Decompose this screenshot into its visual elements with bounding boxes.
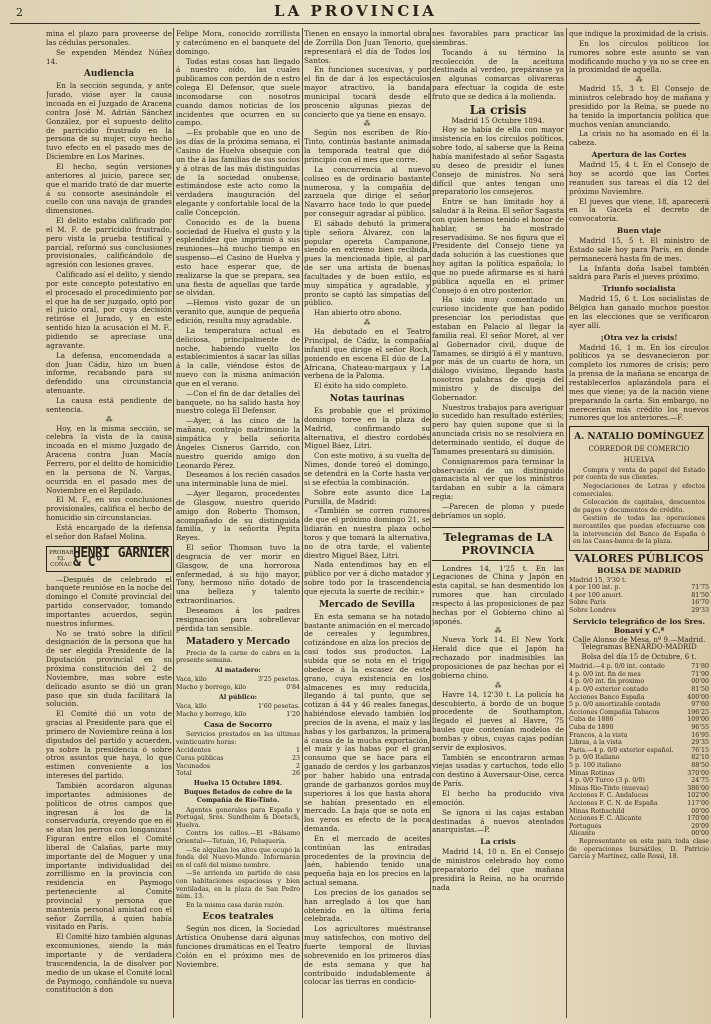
quote-row xyxy=(569,663,709,671)
quote-row xyxy=(569,808,709,816)
paragraph: Felipe Mora, conocido zorrillista y catecúmeno en el banquete del domingo. xyxy=(176,30,300,56)
paragraph: —Se alquilan los altos que ocupó la fonda del Nuevo-Mundo. Informarán en el café del mismo nombre. xyxy=(176,846,300,869)
row-label: Minas Rotinas xyxy=(569,769,615,777)
paragraph: Se expenden Méndez Núñez 14. xyxy=(46,47,172,66)
subheading: BOLSA DE MADRID xyxy=(597,565,681,575)
row-label: Total xyxy=(176,770,192,778)
row-value: 00'00 xyxy=(691,807,709,815)
paragraph: Está encargado de la defensa el señor don Rafael Molina. xyxy=(46,522,172,541)
quote-row xyxy=(569,577,709,585)
row-value: 3'25 pesetas. xyxy=(258,676,300,684)
paragraph: En la misma casa darán razón. xyxy=(186,901,285,909)
paragraph: —Parecen de plomo y puede debríamos un sopló. xyxy=(432,501,564,520)
paragraph: Colocación de capitales, descuentos de pagos y documentos de crédito. xyxy=(573,499,705,514)
row-value: 71'75 xyxy=(691,584,709,592)
row-label: 5 p. 100 italiano xyxy=(569,762,621,769)
row-label: Macho y borrego, kilo xyxy=(176,683,247,691)
row-label: Curas públicas xyxy=(176,755,224,763)
broker-advertisement xyxy=(569,426,709,550)
page-number: 2 xyxy=(16,6,23,19)
dateline: Bolsa del día 15 de Octubre, 6 t. xyxy=(581,652,697,661)
row-label: 5 p. 0/0 amortizable contado xyxy=(569,701,661,709)
quote-row xyxy=(569,739,709,747)
column-divider xyxy=(173,28,174,1018)
paragraph: También acordaron algunas importantes admisiones de políticos de otros campos que ingresan á los de la conservaduría, creyendo que en él se atan los perros con longanizas! Figuran entre ellos el Comité liberal de Calañas, parte muy importante del de Moguer y una importante individualidad del zorrillismo en la provincia con residencia en Paymogo perteneciente al Comité provincial y persona que mantenía personal amistad con el señor Zorrilla, á quien había visitado en París. xyxy=(46,780,172,932)
paragraph: El sábado debutó la primera tiple señora Álvarez, con la popular opereta Campanone, siendo en extremo bien recibida, pues la mencionada tiple, al par de ser una artista de buenas facultades y de buen estilo, es muy simpática y agradable, y pronto se captó las simpatías del público. xyxy=(304,218,430,308)
row-value: 370'00 xyxy=(687,769,709,777)
row-value: 81'50 xyxy=(691,686,709,694)
paragraph: En esta semana se ha notado bastante animación en el mercado de cereales y legumbres, cotizándose en alza los precios de casi todos sus productos. La subida que se nota en el trigo obedece á la escasez de este grano, cuya existencia en los almacenes es muy reducida, llegando á tal punto, que se cotizan á 44 y 46 reales fanegas, habiéndose elevado también los precios de la avena, el maíz y las habas y los garbanzos, la primera á causa de la mucha exportación, el maíz y las habas por el gran consumo que se hace para el ganado de cerdos y los garbanzos por haber habido una entrada grande de garbanzos gordos muy superiores á los que hasta ahora se habían presentado en el mercado. La baja que se nota en los yeros es efecto de la poca demanda. xyxy=(304,611,430,834)
row-label: Vacunados xyxy=(176,762,211,770)
paragraph: La concurrencia al nuevo coliseo es de ordinario bastante numerosa, y la compañía de zarzuela que dirige el señor Navarro hace todo lo que puede por conseguir agradar al público. xyxy=(304,164,430,219)
paragraph: Servicios prestados en las últimas veinticuatro horas: xyxy=(176,731,300,746)
paragraph: Negociaciones de Letras y efectos comerciales. xyxy=(573,482,705,498)
section-heading: Ecos teatrales xyxy=(202,912,274,923)
paragraph: Madrid 15, 5 t. El ministro de Estado sale hoy para París, en donde permanecerá hasta fin de mes. xyxy=(569,236,709,263)
paragraph: En el mercado de aceites continúan las entradas procedentes de la provincia de Jaén, habiendo tenido una pequeña baja en los precios en la actual semana. xyxy=(304,833,430,888)
row-label: Cuba de 1890 xyxy=(569,724,614,732)
paragraph: El Comité hizo también algunas excomuniones, siendo la más importante y de verdadera trascendencia, la de disolver por medio de un ukase el Comité local de Paymogo, confiándole su nueva constitución á don xyxy=(46,932,172,995)
section-heading: Casa de Socorro xyxy=(203,720,273,730)
quote-row xyxy=(569,792,709,800)
telegrams-heading: Telegramas de LA PROVINCIA xyxy=(432,527,564,561)
row-value: 1'60 pesetas. xyxy=(258,703,300,711)
row-label: 4 p. 0/0 Turco (3 p. 0/0) xyxy=(569,777,645,785)
separator-stars: ⁂ xyxy=(363,120,371,129)
section-heading: Apertura de las Cortes xyxy=(591,150,687,160)
stat-row xyxy=(176,747,300,755)
paragraph: Contra los callos.—El «Bálsamo Oriental»—Tetuán, 16, Peluquería. xyxy=(176,830,300,845)
row-label: 4 p. 0/0 int. fin próximo xyxy=(569,678,645,686)
dateline: Madrid 15 Octubre 1894. xyxy=(451,115,545,125)
quote-row xyxy=(569,584,709,592)
column-1 xyxy=(46,30,172,1020)
paragraph: Deseamos á los padres resignación para sobrellevar pérdida tan sensible. xyxy=(176,606,300,633)
row-value: 1 xyxy=(295,747,300,755)
row-label: Minas Rothschild xyxy=(569,807,625,815)
subheading: Al matadero: xyxy=(215,666,261,674)
paragraph: Han abierto otro abono. xyxy=(314,308,402,318)
row-value: 16'95 xyxy=(691,731,709,739)
quote-row xyxy=(569,607,709,615)
paragraph: —Es probable que en uno de los días de la próxima semana, el Casino de Huelva obsequie con un the á las familias de sus socios y á otras de las más distinguidas de la sociedad onubense, estimándose este acto como la verdadera inauguración del elegante y confortable local de la calle Concepción. xyxy=(176,128,300,217)
masthead-title: LA PROVINCIA xyxy=(274,2,437,20)
quote-row xyxy=(569,709,709,717)
row-value: 20'09 xyxy=(691,822,709,830)
row-label: 5 p. 0/0 Italiano xyxy=(569,754,620,762)
row-value: 2 xyxy=(295,762,300,770)
row-value: 109'00 xyxy=(687,716,709,724)
row-label: 4 por 100 amort. xyxy=(569,591,623,599)
quote-row xyxy=(569,592,709,600)
paragraph: La crisis no ha asomado en él la cabeza. xyxy=(569,129,709,148)
row-value: 170'00 xyxy=(687,815,709,823)
paragraph: Ha debutado en el Teatro Principal, de Cádiz, la compañía infantil que dirige el señor Roch, poniendo en escena El dúo de La Africana, Chateau-margaux y La verbena de la Paloma. xyxy=(304,327,430,381)
row-value: 00'00 xyxy=(691,678,709,686)
paragraph: Madrid 16, 1 m. En los círculos políticos ya se desvanecieron por completo los rumores de crisis; pero la prensa de la mañana se encarga de restablecerlos aplazándola para el mes que viene; ya de la nación viene preparando la carta. Sin embargo, no merecerían más crédito los nuevos rumores que los anteriores.—F. xyxy=(569,342,709,423)
row-value: 26 xyxy=(291,770,300,778)
row-label: Portugués xyxy=(569,822,602,830)
row-value: 102'00 xyxy=(687,792,709,800)
section-heading: Matadero y Mercado xyxy=(185,636,291,647)
paragraph: El hecho ha producido viva emoción. xyxy=(432,788,564,807)
quote-row xyxy=(569,678,709,686)
paragraph: Con este motivo, á su vuelta de Nimes, donde toreó el domingo, se detendrá en la Corte hasta ver si se efectúa la combinación. xyxy=(304,451,430,487)
separator-stars: ⁂ xyxy=(635,76,643,85)
row-value: 196'25 xyxy=(687,708,709,716)
quote-row xyxy=(569,724,709,732)
paragraph: que indique la proximidad de la crisis. xyxy=(569,30,709,38)
paragraph: El delito estaba calificado por el M. F. de parricidio frustrado, pero vista la prueba testifical y parcial, reformó sus conclusiones provisionales, calificándolo de agresión con lesiones graves. xyxy=(46,216,172,270)
column-4 xyxy=(432,30,564,1020)
price-row xyxy=(176,676,300,684)
row-value: 117'00 xyxy=(687,799,709,807)
row-label: Sobre Londres xyxy=(569,606,616,614)
paragraph: Nada entendimos hay en el público por ver á dicho matador y sobre todo por la trascendencia que ejecuta la suerte de recibir.» xyxy=(304,560,430,596)
row-label: Vaca, kilo xyxy=(176,676,207,684)
paragraph: Se ignora si las cajas estaban destinadas á nuevos atentados anarquistas.—P. xyxy=(432,807,564,835)
broker-title: CORREDOR DE COMERCIO xyxy=(588,445,690,454)
subheading: Al público: xyxy=(219,693,257,701)
paragraph: —Ayer, á las cinco de la mañana, contrajo matrimonio la simpática y bella señorita Ángeles Cisneros Garrido, con nuestro querido amigo don Leonardo Pérez. xyxy=(176,416,300,470)
paragraph: —Después de celebrado el banquete reunióse en la noche del domingo el Comité provincial del partido conservador, tomando importantes acuerdos, según nuestros informes. xyxy=(46,574,172,628)
paragraph: Madrid 15, 6 t. Los socialistas de Bélgica han ganado muchos puestos en las elecciones que se verificaron ayer allí. xyxy=(569,294,709,330)
section-heading: Notas taurinas xyxy=(329,394,405,405)
paragraph: Madrid 15, 4 t. En el Consejo de hoy se acordó que las Cortes reanuden sus tareas el día 12 del próximo Noviembre. xyxy=(569,160,709,196)
row-value: 71'90 xyxy=(691,670,709,678)
row-label: 4 por 100 int. p. xyxy=(569,584,621,592)
row-label: Francos, á la vista xyxy=(569,731,628,739)
row-value: 16'70 xyxy=(691,599,709,607)
paragraph: Agentes generales para España y Portugal, Sres. Sundheim & Doetsch, Huelva. xyxy=(176,806,300,829)
section-heading: La crisis xyxy=(480,837,516,847)
price-row xyxy=(176,684,300,692)
paragraph: Según nos escriben de Río-Tinto, continúa bastante animada la temporada teatral que dió principio con el mes que corre. xyxy=(304,128,430,164)
quote-row xyxy=(569,762,709,770)
separator-stars: ⁂ xyxy=(363,319,371,328)
row-value: 81'50 xyxy=(691,591,709,599)
paragraph: Entre se han limitado hoy á saludar á la Reina. El señor Sagasta con quien hemos tenido el honor de hablar, se ha mostrado reservadísimo. Se nos figura que el Presidente del Consejo tiene ya dada solución á las cuestiones que hoy agitan la política española; lo que no puede afirmarse es si hará pública aquella en el primer Consejo ó en otro posterior. xyxy=(432,197,564,295)
paragraph: El hecho, según versiones anteriores al juicio, parece ser, que el marido trató de dar muerte á su consorte asesinándole el cuello con una navaja de grandes dimensiones. xyxy=(46,161,172,216)
row-value: 400'00 xyxy=(687,693,709,701)
row-label: Madrid.—4 p. 0/0 int. contado xyxy=(569,663,665,671)
paragraph: Calificado así el delito, y siendo por este concepto potestativo en el procesado el procedimiento por el que ha de ser juzgado, optó por el juicio oral, por cuya decisión retiróse el Jurado, y en este sentido hizo la acusación el M. F., pidiendo se apreciase una agravante. xyxy=(46,270,172,350)
paragraph: Precio de la carne de cabra en la presente semana. xyxy=(176,649,300,665)
paragraph: También se encontraron armas viejas usadas y cartuchos, todo ello con destino á Auversaur-Oise, cerca de París. xyxy=(432,752,564,789)
paragraph: —Se arrienda un partido de casa con habitaciones espaciosas y bien ventiladas, en la plaza de San Pedro núm. 13. xyxy=(176,870,300,901)
paragraph: Hoy se había de ella con mayor insistencia en los círculos políticos, sobre todo, al saberse que la Reina había manifestado al señor Sagasta su deseo de presidir el lunes Consejo de ministros. No será difícil que antes tengan uno preparatorio los consejeros. xyxy=(432,125,564,197)
paragraph: Según nos dicen, la Sociedad Artística Onubense dará algunas funciones dramáticas en el Teatro Colón en el próximo mes de Noviembre. xyxy=(176,924,300,969)
paragraph: Compra y venta de papel del Estado por cuenta de sus clientes. xyxy=(573,466,705,482)
section-heading: VALORES PÚBLICOS xyxy=(574,551,704,565)
quote-row xyxy=(569,701,709,709)
quote-row xyxy=(569,747,709,755)
paragraph: El señor Thomson tuvo la desgracia de ver morir en Glasgow, de una horrorosa enfermedad, á su hijo mayor, Tony, hermoso niño dotado de una belleza y talento extraordinarios. xyxy=(176,543,300,606)
row-value: 88'50 xyxy=(691,762,709,769)
row-label: París.—4 p. 0/0 exterior español. xyxy=(569,746,674,754)
paragraph: mina el plazo para proveerse de las cédulas personales. xyxy=(46,30,172,47)
quote-row xyxy=(569,686,709,694)
paragraph: El jueves que viene, 18, aparecerá en la Gaceta el decreto de convocatoria. xyxy=(569,196,709,224)
paragraph: Consignaremos para terminar la observación de un distinguido gamacista al ver que los ministros tardaban en subir a la cámara regia: xyxy=(432,456,564,502)
section-heading: Buques fletados de cobre de la Compañía de Río-Tinto. xyxy=(183,789,293,805)
paragraph: Es probable que el próximo domingo toree en la plaza de Madrid, confirmando su alternativa, el diestro cordobés Miguel Báez, Litri. xyxy=(304,406,430,451)
paragraph: El Comité dió un voto de gracias al Presidente para que el primero de Noviembre reúna á los diputados del partido y acuerden, ya sobre la presidencia ó sobre otros asuntos que haya, lo que estimen conveniente a los intereses del partido. xyxy=(46,709,172,781)
section-heading: La crisis xyxy=(469,102,527,117)
row-value: 23 xyxy=(291,755,300,763)
column-divider xyxy=(302,28,303,1018)
paragraph: Conocido es de la buena sociedad de Huelva el gusto y la esplendidez que imprimió á sus reuniones—há mucho tiempo en suspenso—el Casino de Huelva y esto hace esperar que, de realizarse la que se prepara, sea una fiesta de aquellas que tarde se olvidan. xyxy=(176,217,300,298)
column-5 xyxy=(569,30,709,1020)
address-line: Calle Alonso de Mesa, nº 9.—Madrid. Telegramas BENARDO-MADRID xyxy=(572,635,706,652)
paragraph: Gestión de todas las operaciones mercantiles que puedan efectuarse con la intervención del Banco de España ó en las Casas-banca de la plaza. xyxy=(573,515,705,546)
row-value: 76'15 xyxy=(691,746,709,754)
row-label: Accidentes xyxy=(176,747,211,755)
ad-brand: HENRI GARNIER & C° xyxy=(73,545,169,570)
section-heading: ¡Otra vez la crisis! xyxy=(600,332,678,342)
paragraph: Londres 14, 1'25 t. En las Legaciones de China y Japón en esta capital, se han desmentido los rumores que han circulado respecto á las proposiciones de paz hechas por el Gobierno chino al japonés. xyxy=(432,563,564,626)
row-label: Madrid 15, 3'30 t. xyxy=(569,576,627,584)
section-heading: Buen viaje xyxy=(616,226,662,236)
row-label: Acciones F. C. Alicante xyxy=(569,815,642,823)
paragraph: No se trató sobre la difícil designación de la persona que ha de ser elegida Presidente de la Diputación provincial en su próxima constitución del 2 de Noviembre, mas sobre este delicado asunto se dió un gran paso que sin duda facilitará la solución. xyxy=(46,628,172,709)
column-divider xyxy=(430,28,431,1018)
quote-row xyxy=(569,694,709,702)
row-label: Acciones F. C. Andaluces xyxy=(569,792,649,800)
separator-stars: ⁂ xyxy=(494,681,502,690)
row-value: 386'00 xyxy=(687,784,709,792)
subheading: Servicio telegráfico de los Sres. Bonaví y C.ª xyxy=(572,616,706,635)
row-label: Libras, á la vista xyxy=(569,739,622,747)
column-divider xyxy=(566,28,567,1018)
paragraph: —Con el fin de dar detalles del banquete, no ha salido hasta hoy nuestro colega El Defensor. xyxy=(176,388,300,416)
paragraph: En funciones sucesivas, y por el fin de dar á los espectáculos mayor atractivo, la banda municipal tocará desde el proscenio algunas piezas de concierto que ya tiene en ensayo. xyxy=(304,65,430,119)
paragraph: La causa está pendiente de sentencia. xyxy=(46,395,172,414)
row-label: Vaca, kilo xyxy=(176,703,207,711)
price-row xyxy=(176,711,300,719)
paragraph: En los círculos políticos los rumores sobre este asunto se van modificando mucho y ya no se cree en la proximidad de aquélla. xyxy=(569,38,709,75)
paragraph: Tienen en ensayo la inmortal obra de Zorrilla Don Juan Tenorio, que representará el día de Todos los Santos. xyxy=(304,30,430,65)
quote-row xyxy=(569,716,709,724)
quote-row xyxy=(569,754,709,762)
broker-name: A. NATALIO DOMÍNGUEZ xyxy=(574,432,704,443)
paragraph: Deseamos á los recién casados una interminable luna de miel. xyxy=(176,470,300,489)
row-label: Minas Río-Tinto (nuevas) xyxy=(569,784,649,792)
paragraph: El M. F., en sus conclusiones provisionales, califica el hecho de homicidio sin circunstancias. xyxy=(46,495,172,523)
paragraph: Madrid 14, 10 n. En el Consejo de ministros celebrado hoy como preparatorio del que mañana presidirá la Reina, no ha ocurrido nada xyxy=(432,847,564,892)
quote-row xyxy=(569,777,709,785)
row-label: Cuba de 1886 xyxy=(569,716,614,724)
row-value: 24'75 xyxy=(691,777,709,785)
quote-row xyxy=(569,671,709,679)
paragraph: La Infanta doña Isabel también saldrá para París el jueves próximo. xyxy=(569,263,709,282)
paragraph: La defensa, encomendada a don Juan Cádiz, hizo un buen informe, recabando para su defendido una circunstancia atenuante. xyxy=(46,350,172,396)
quote-row xyxy=(569,785,709,793)
paragraph: El éxito ha sido completo. xyxy=(314,381,409,391)
row-value: 82'10 xyxy=(691,754,709,762)
paragraph: Nueva York 14. El New York Herald dice que el Japón ha rechazado por inadmisibles las proposiciones de paz hechas por el gobierno chino. xyxy=(432,635,564,680)
column-3 xyxy=(304,30,430,1020)
separator-stars: ⁂ xyxy=(105,415,113,424)
paragraph: Tocando á su término la recolección de la aceituna destinada al verdeo, prepáranse ya en algunas comarcas olivareras para efectuar la cogida de este fruto que se dedica á la molienda. xyxy=(432,47,564,101)
paragraph: Representante en esta para toda clase de operaciones bursátiles, D. Patricio García y Martínez, calle Rossi, 18. xyxy=(569,837,709,861)
section-heading: Audiencia xyxy=(83,69,135,80)
price-row xyxy=(176,703,300,711)
paragraph: —Hemos visto gozar de un veranito que, aunque de pequeña edición, resulta muy agradable. xyxy=(176,298,300,325)
paragraph: Hoy, en la misma sección, se celebra la vista de la causa incoada en el mismo Juzgado de Aracena contra Juan Macía Ferrero, por el delito de homicidio en la persona de N. Vargas, ocurrida en el pasado mes de Noviembre en el Repilado. xyxy=(46,423,172,495)
row-label: 4 p. 0/0 int. fin de mes xyxy=(569,670,641,678)
paragraph: Los agricultores muéstranse muy satisfechos, con motivo del fuerte temporal de lluvias sobrevenido en los primeros días de esta semana y que ha contribuido indudablemente á colocar las tierras en condicio- xyxy=(304,924,430,987)
ad-label: PROBAR EL COÑAC xyxy=(49,549,74,568)
stat-row xyxy=(176,770,300,778)
paragraph: Los precios de los ganados se han arreglado á los que han obtenido en la última feria celebrada. xyxy=(304,887,430,924)
row-label: Macho y borrego, kilo xyxy=(176,710,247,718)
row-value: 97'60 xyxy=(691,701,709,709)
quote-row xyxy=(569,800,709,808)
row-value: 1'20 xyxy=(286,710,300,718)
row-label: Acciones Compañía Tabacos xyxy=(569,708,660,716)
row-value: 71'80 xyxy=(691,663,709,671)
stat-row xyxy=(176,755,300,763)
paragraph: Ha sido muy comentado un curioso incidente que han podido presenciar los periodistas que estaban en Palacio al llegar la familia real. El señor Moret, al ver al Gobernador civil, duque de Tamames, se dirigió á él y mantuvo, por más de un cuarto de hora, un diálogo vivísimo, llegando hasta nosotros palabras de queja del ministro y de disculpa del Gobernador. xyxy=(432,295,564,402)
paragraph: Havre 14, 12'30 t. La policía ha descubierto, á bordo de un buque procedente de Southampton, llegado el jueves al Havre, 75 baules que contenían modelos de bombas y obus, cuyas cajas podían servir de explosivos. xyxy=(432,689,564,752)
paragraph: En la sección segunda, y ante Jurado, vióse ayer la causa incoada en el Juzgado de Aracena contra José M. Adrián Sánchez González, por el supuesto delito de parricidio frustrado en la persona de su mujer, cuyo hecho tuvo efecto en el pasado mes de Diciembre en Los Marines. xyxy=(46,81,172,162)
quote-row xyxy=(569,823,709,831)
row-value: 29'33 xyxy=(691,606,709,614)
paragraph: nes favorables para practicar las siembras. xyxy=(432,30,564,47)
row-label: Sobre París xyxy=(569,599,606,607)
paragraph: Nuestros trabajos para averiguar lo sucedido han resultado estériles; pero hay quien supone que si la anunciada crisis no se resolviera en determinado sentido, el duque de Tamames presentará su dimisión. xyxy=(432,402,564,456)
row-value: 96'55 xyxy=(691,724,709,732)
row-label: Acciones F. C. N. de España xyxy=(569,799,658,807)
paragraph: La temperatura actual es deliciosa, principalmente de noche, habiendo vuelto los establecimientos á sacar las sillas á la calle, viéndose éstos de nuevo con la misma animación que en el verano. xyxy=(176,325,300,388)
quote-row xyxy=(569,732,709,740)
row-label: 4 p. 0/0 exterior contado xyxy=(569,686,649,694)
section-heading: Mercado de Sevilla xyxy=(319,599,415,610)
paragraph: Todas estas cosas han llegado á nuestro oído, las cuales publicamos con perdón de n estro colega El Defensor, que suele incomodarse con nosotros cuando damos noticias de los incidentes que ocurren en su campo. xyxy=(176,56,300,128)
quote-row xyxy=(569,830,709,838)
dateline: Huelva 15 Octubre 1894. xyxy=(193,779,283,787)
paragraph: —Ayer llegaron, procedentes de Glasgow, nuestro querido amigo don Roberto Thomson, acompañado de su distinguida familia, y la señorita Pepita Reyes. xyxy=(176,489,300,543)
column-2 xyxy=(176,30,300,1020)
quote-row xyxy=(569,770,709,778)
separator-stars: ⁂ xyxy=(494,627,502,636)
row-label: Alicante xyxy=(569,830,596,838)
row-value: 29'35 xyxy=(691,739,709,747)
paragraph: «También se corren rumores de que el próximo domingo 21, se lidiarán en nuestra plaza ocho toros y que tomará la alternativa, no de otra tarde, el valiente diestro Miguel Báez, Litri. xyxy=(304,506,430,560)
quote-row xyxy=(569,599,709,607)
broker-city: HUELVA xyxy=(623,455,655,464)
row-label: Acciones Banco España xyxy=(569,693,645,701)
header-rule xyxy=(10,23,700,24)
quote-row xyxy=(569,815,709,823)
row-value: 0'84 xyxy=(286,683,300,691)
page-header xyxy=(0,0,711,22)
section-heading: Triunfo socialista xyxy=(602,284,676,294)
row-value: 00'00 xyxy=(691,830,709,838)
paragraph: Sobre este asunto dice La Pursilla, de Madrid: xyxy=(304,487,430,506)
paragraph: Madrid 15, 3 t. El Consejo de ministros celebrado hoy de mañana y presidido por la Reina, se puede no ha tenido la importancia política que muchos venían anunciando. xyxy=(569,84,709,129)
stat-row xyxy=(176,763,300,771)
cognac-advertisement xyxy=(46,546,172,572)
